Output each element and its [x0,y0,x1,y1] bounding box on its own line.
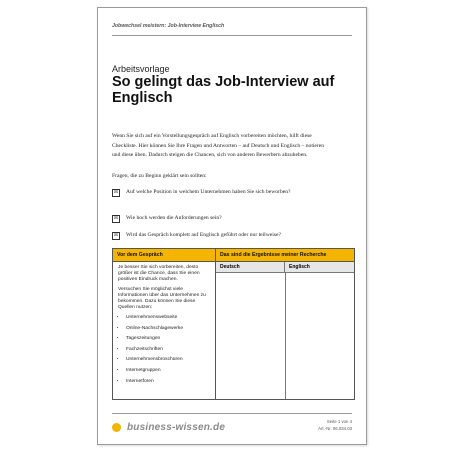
doc-kicker: Arbeitsvorlage [112,64,170,74]
research-table [112,248,355,400]
question-text: Wird das Gespräch komplett auf Englisch geführt oder nur teilweise? [126,232,281,238]
question-item [112,230,336,240]
checkbox-checked-icon: ☒ [113,233,119,238]
questions-lead: Fragen, die zu Beginn geklärt sein sollten: [112,173,207,179]
article-number: Art.-Nr. 06.034.03 [318,426,352,431]
list-item: • Internetgruppen [126,368,210,374]
question-item [112,187,336,197]
brand-dot-icon [112,423,121,432]
list-item: • Online-Nachschlagewerke [126,326,210,332]
list-item: • Internetforen [126,379,210,385]
document-page [97,7,367,445]
footer-rule [112,413,352,414]
preparation-cell [113,262,216,399]
page-number: Seite 1 von 4 [326,419,352,424]
column-divider [285,273,286,399]
preparation-text: Versuchen Sie möglichst viele Informationen über das Unternehmen zu bekommen. Dazu können Sie diese Quellen nutzen: [118,287,206,310]
list-item: • Fachzeitschriften [126,347,210,353]
table-header-before-interview: Vor dem Gespräch [113,249,216,262]
checkbox-checked-icon: ☒ [113,216,119,221]
subheader-german: Deutsch [216,262,285,273]
list-item: • Unternehmensbroschüren [126,357,210,363]
intro-paragraph: Wenn Sie sich auf ein Vorstellungsgespräch auf Englisch vorbereiten möchten, hilft diese Checkliste. Hier können Sie Ihre Fragen und Antworten – auf Deutsch und Englisch – notieren und diese üben. Dadurch steigen die Chancen, sich von anderen Bewerbern abzuheben. [112,133,325,158]
subheader-english: Englisch [285,262,354,273]
question-text: Auf welche Position in welchem Unternehmen haben Sie sich beworben? [126,189,291,195]
question-item [112,213,336,223]
brand-logo [112,422,225,433]
sources-list [118,315,210,385]
preparation-text: Je besser Sie sich vorbereiten, desto größer ist die Chance, dass Sie einen positiven Eindruck machen. [118,265,200,282]
table-header-results: Das sind die Ergebnisse meiner Recherche [216,249,354,262]
list-item: • Unternehmenswebseite [126,315,210,321]
running-header: Jobwechsel meistern: Job-Interview Englisch [112,23,225,29]
header-rule [112,35,352,36]
question-text: Wie hoch werden die Anforderungen sein? [126,215,222,221]
page-title: So gelingt das Job-Interview auf Englisch [112,74,335,106]
checkbox-checked-icon: ☒ [113,190,119,195]
footer-meta [318,418,352,432]
brand-name: business-wissen.de [127,422,226,433]
list-item: • Tageszeitungen [126,336,210,342]
